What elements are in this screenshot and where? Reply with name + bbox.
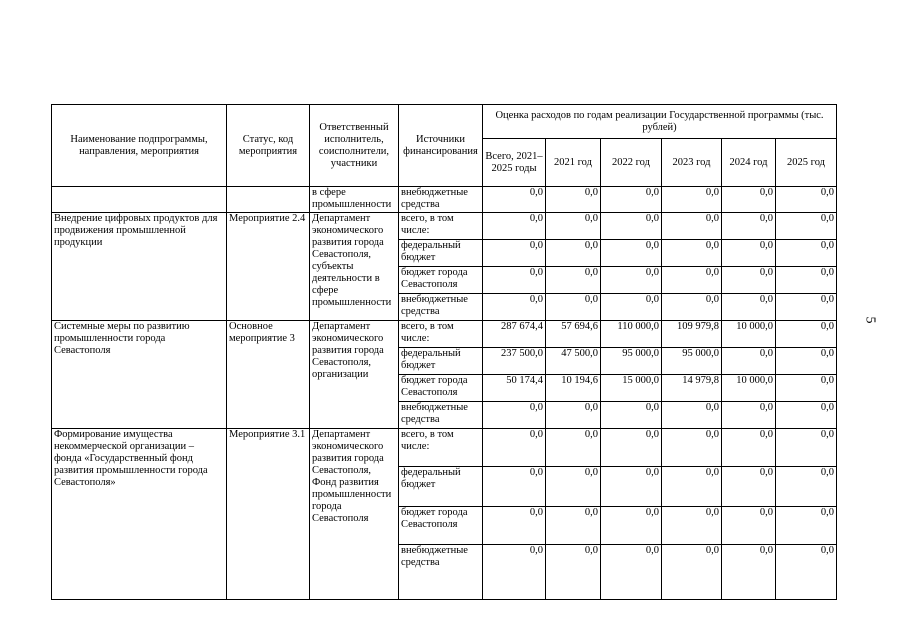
value-cell: 0,0 <box>601 187 662 213</box>
value-cell: 0,0 <box>776 213 837 240</box>
value-cell: 10 000,0 <box>722 321 776 348</box>
header-year-2022: 2022 год <box>601 139 662 187</box>
value-cell: 0,0 <box>601 240 662 267</box>
value-cell: 0,0 <box>722 402 776 429</box>
value-cell: 10 000,0 <box>722 375 776 402</box>
value-cell: 0,0 <box>483 294 546 321</box>
executor-cell: в сфере промышленности <box>310 187 399 213</box>
value-cell: 0,0 <box>662 213 722 240</box>
executor-cell: Департамент экономического развития города Севастополя, субъекты деятельности в сфере промышленности <box>310 213 399 321</box>
source-cell: внебюджетные средства <box>399 402 483 429</box>
name-cell: Системные меры по развитию промышленности города Севастополя <box>52 321 227 429</box>
value-cell: 0,0 <box>546 187 601 213</box>
source-cell: всего, в том числе: <box>399 321 483 348</box>
source-cell: бюджет города Севастополя <box>399 507 483 545</box>
value-cell: 0,0 <box>483 187 546 213</box>
value-cell: 0,0 <box>662 402 722 429</box>
value-cell: 0,0 <box>546 213 601 240</box>
value-cell: 0,0 <box>776 375 837 402</box>
value-cell: 0,0 <box>722 467 776 507</box>
status-cell: Основное мероприятие 3 <box>227 321 310 429</box>
value-cell: 0,0 <box>776 348 837 375</box>
value-cell: 0,0 <box>601 294 662 321</box>
executor-cell: Департамент экономического развития города Севастополя, организации <box>310 321 399 429</box>
header-year-2025: 2025 год <box>776 139 837 187</box>
value-cell: 0,0 <box>776 429 837 467</box>
source-cell: всего, в том числе: <box>399 213 483 240</box>
executor-cell: Департамент экономического развития города Севастополя, Фонд развития промышленности города Севастополя <box>310 429 399 600</box>
table-header <box>52 105 837 187</box>
value-cell: 0,0 <box>546 545 601 600</box>
source-cell: бюджет города Севастополя <box>399 375 483 402</box>
value-cell: 0,0 <box>662 294 722 321</box>
page-number: 5 <box>862 316 878 324</box>
source-cell: всего, в том числе: <box>399 429 483 467</box>
header-year-2024: 2024 год <box>722 139 776 187</box>
value-cell: 0,0 <box>776 545 837 600</box>
status-cell: Мероприятие 2.4 <box>227 213 310 321</box>
value-cell: 0,0 <box>776 467 837 507</box>
source-cell: федеральный бюджет <box>399 348 483 375</box>
value-cell: 0,0 <box>546 507 601 545</box>
source-cell: внебюджетные средства <box>399 545 483 600</box>
source-cell: федеральный бюджет <box>399 467 483 507</box>
value-cell: 0,0 <box>722 267 776 294</box>
table-row <box>52 213 837 240</box>
value-cell: 0,0 <box>601 467 662 507</box>
name-cell: Формирование имущества некоммерческой организации – фонда «Государственный фонд развития промышленности города Севастополя» <box>52 429 227 600</box>
value-cell: 0,0 <box>546 429 601 467</box>
value-cell: 0,0 <box>662 267 722 294</box>
value-cell: 0,0 <box>722 429 776 467</box>
value-cell: 0,0 <box>601 402 662 429</box>
value-cell: 0,0 <box>601 213 662 240</box>
value-cell: 0,0 <box>776 294 837 321</box>
value-cell: 0,0 <box>483 429 546 467</box>
header-status: Статус, код мероприятия <box>227 105 310 187</box>
value-cell: 0,0 <box>601 429 662 467</box>
header-year-2021: 2021 год <box>546 139 601 187</box>
value-cell: 0,0 <box>662 507 722 545</box>
value-cell: 0,0 <box>722 507 776 545</box>
value-cell: 110 000,0 <box>601 321 662 348</box>
value-cell: 0,0 <box>722 187 776 213</box>
value-cell: 0,0 <box>483 213 546 240</box>
header-source: Источники финансирования <box>399 105 483 187</box>
value-cell: 0,0 <box>722 240 776 267</box>
value-cell: 0,0 <box>776 507 837 545</box>
value-cell: 95 000,0 <box>601 348 662 375</box>
source-cell: федеральный бюджет <box>399 240 483 267</box>
value-cell: 0,0 <box>776 321 837 348</box>
header-executor: Ответственный исполнитель, соисполнители, участники <box>310 105 399 187</box>
value-cell: 0,0 <box>662 545 722 600</box>
value-cell: 0,0 <box>546 267 601 294</box>
header-year-2023: 2023 год <box>662 139 722 187</box>
name-cell <box>52 187 227 213</box>
value-cell: 0,0 <box>722 294 776 321</box>
value-cell: 0,0 <box>546 402 601 429</box>
value-cell: 0,0 <box>722 348 776 375</box>
value-cell: 0,0 <box>483 240 546 267</box>
value-cell: 0,0 <box>662 187 722 213</box>
value-cell: 0,0 <box>662 429 722 467</box>
table-row <box>52 429 837 467</box>
value-cell: 10 194,6 <box>546 375 601 402</box>
status-cell <box>227 187 310 213</box>
table-row <box>52 187 837 213</box>
value-cell: 0,0 <box>601 507 662 545</box>
value-cell: 0,0 <box>483 507 546 545</box>
header-name: Наименование подпрограммы, направления, мероприятия <box>52 105 227 187</box>
value-cell: 50 174,4 <box>483 375 546 402</box>
value-cell: 0,0 <box>776 187 837 213</box>
value-cell: 14 979,8 <box>662 375 722 402</box>
value-cell: 0,0 <box>722 545 776 600</box>
name-cell: Внедрение цифровых продуктов для продвижения промышленной продукции <box>52 213 227 321</box>
value-cell: 0,0 <box>546 467 601 507</box>
source-cell: внебюджетные средства <box>399 294 483 321</box>
status-cell: Мероприятие 3.1 <box>227 429 310 600</box>
value-cell: 15 000,0 <box>601 375 662 402</box>
value-cell: 0,0 <box>662 467 722 507</box>
value-cell: 0,0 <box>662 240 722 267</box>
value-cell: 0,0 <box>601 267 662 294</box>
budget-table <box>51 104 837 600</box>
header-year-total: Всего, 2021–2025 годы <box>483 139 546 187</box>
value-cell: 0,0 <box>776 240 837 267</box>
source-cell: внебюджетные средства <box>399 187 483 213</box>
value-cell: 0,0 <box>722 213 776 240</box>
value-cell: 0,0 <box>483 545 546 600</box>
value-cell: 0,0 <box>483 402 546 429</box>
source-cell: бюджет города Севастополя <box>399 267 483 294</box>
table-row <box>52 321 837 348</box>
value-cell: 0,0 <box>546 294 601 321</box>
value-cell: 287 674,4 <box>483 321 546 348</box>
value-cell: 95 000,0 <box>662 348 722 375</box>
value-cell: 0,0 <box>483 467 546 507</box>
value-cell: 109 979,8 <box>662 321 722 348</box>
header-estimate: Оценка расходов по годам реализации Государственной программы (тыс. рублей) <box>483 105 837 139</box>
value-cell: 0,0 <box>776 267 837 294</box>
value-cell: 0,0 <box>483 267 546 294</box>
value-cell: 237 500,0 <box>483 348 546 375</box>
value-cell: 0,0 <box>546 240 601 267</box>
value-cell: 0,0 <box>601 545 662 600</box>
value-cell: 0,0 <box>776 402 837 429</box>
value-cell: 47 500,0 <box>546 348 601 375</box>
value-cell: 57 694,6 <box>546 321 601 348</box>
